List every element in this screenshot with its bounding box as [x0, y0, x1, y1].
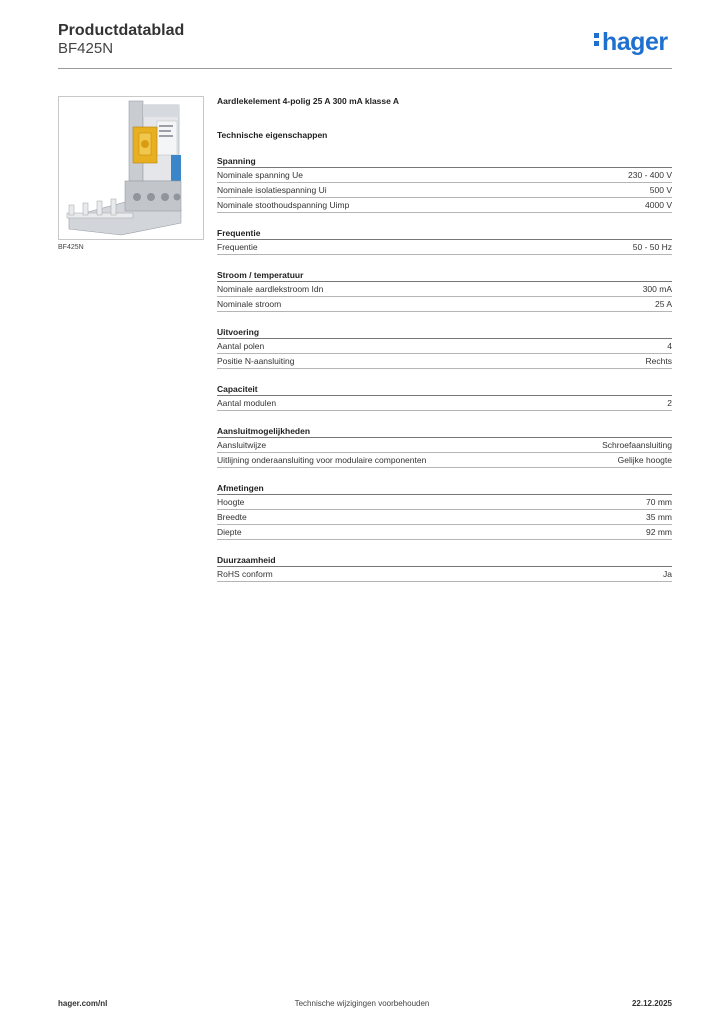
- property-value: Gelijke hoogte: [617, 455, 672, 465]
- property-value: 4: [667, 341, 672, 351]
- property-value: 70 mm: [646, 497, 672, 507]
- section-title: Frequentie: [217, 227, 672, 240]
- property-section: [217, 425, 672, 468]
- property-label: Aantal polen: [217, 341, 265, 351]
- footer-disclaimer: Technische wijzigingen voorbehouden: [294, 999, 430, 1008]
- section-title: Afmetingen: [217, 482, 672, 495]
- property-row: [217, 438, 672, 453]
- property-label: Hoogte: [217, 497, 245, 507]
- property-row: [217, 510, 672, 525]
- property-label: Frequentie: [217, 242, 258, 252]
- property-row: [217, 198, 672, 213]
- property-label: Breedte: [217, 512, 247, 522]
- property-row: [217, 396, 672, 411]
- section-title: Uitvoering: [217, 326, 672, 339]
- property-label: Uitlijning onderaansluiting voor modulaire componenten: [217, 455, 427, 465]
- property-section: [217, 269, 672, 312]
- section-title: Aansluitmogelijkheden: [217, 425, 672, 438]
- property-row: [217, 297, 672, 312]
- property-label: RoHS conform: [217, 569, 273, 579]
- property-section: [217, 227, 672, 255]
- properties-sections: [217, 155, 672, 582]
- property-value: 300 mA: [642, 284, 672, 294]
- property-label: Diepte: [217, 527, 242, 537]
- property-label: Nominale spanning Ue: [217, 170, 303, 180]
- property-row: [217, 168, 672, 183]
- footer-website: hager.com/nl: [58, 999, 108, 1008]
- section-title: Spanning: [217, 155, 672, 168]
- property-row: [217, 282, 672, 297]
- product-code: BF425N: [58, 40, 114, 57]
- property-value: 50 - 50 Hz: [632, 242, 672, 252]
- property-value: Rechts: [645, 356, 672, 366]
- section-title: Stroom / temperatuur: [217, 269, 672, 282]
- property-label: Nominale aardlekstroom Idn: [217, 284, 324, 294]
- hager-logo: [594, 28, 668, 56]
- property-section: [217, 383, 672, 411]
- property-row: [217, 240, 672, 255]
- property-row: [217, 339, 672, 354]
- property-label: Nominale isolatiespanning Ui: [217, 185, 327, 195]
- property-label: Aansluitwijze: [217, 440, 267, 450]
- property-row: [217, 453, 672, 468]
- property-value: 92 mm: [646, 527, 672, 537]
- property-row: [217, 525, 672, 540]
- footer-date: 22.12.2025: [631, 999, 672, 1008]
- property-row: [217, 495, 672, 510]
- property-value: 4000 V: [645, 200, 672, 210]
- property-label: Aantal modulen: [217, 398, 277, 408]
- product-details: [217, 96, 672, 582]
- property-label: Nominale stroom: [217, 299, 282, 309]
- property-section: [217, 155, 672, 213]
- logo-dots-icon: [594, 32, 600, 48]
- properties-heading: Technische eigenschappen: [217, 130, 328, 140]
- property-label: Positie N-aansluiting: [217, 356, 295, 366]
- section-title: Duurzaamheid: [217, 554, 672, 567]
- property-section: [217, 482, 672, 540]
- logo-text: hager: [602, 28, 668, 56]
- property-row: [217, 183, 672, 198]
- product-name: Aardlekelement 4-polig 25 A 300 mA klasse A: [217, 96, 400, 106]
- property-value: 230 - 400 V: [628, 170, 672, 180]
- property-value: 25 A: [654, 299, 672, 309]
- property-value: 2: [667, 398, 672, 408]
- product-image: [58, 96, 204, 240]
- image-caption: BF425N: [58, 244, 84, 251]
- property-section: [217, 326, 672, 369]
- property-label: Nominale stoothoudspanning Uimp: [217, 200, 350, 210]
- property-row: [217, 567, 672, 582]
- header-divider: [58, 68, 672, 69]
- property-value: 500 V: [649, 185, 672, 195]
- property-value: Ja: [663, 569, 672, 579]
- property-value: Schroefaansluiting: [602, 440, 672, 450]
- rcd-device-icon: [59, 97, 203, 239]
- property-row: [217, 354, 672, 369]
- property-section: [217, 554, 672, 582]
- section-title: Capaciteit: [217, 383, 672, 396]
- page-title: Productdatablad: [58, 22, 185, 39]
- property-value: 35 mm: [646, 512, 672, 522]
